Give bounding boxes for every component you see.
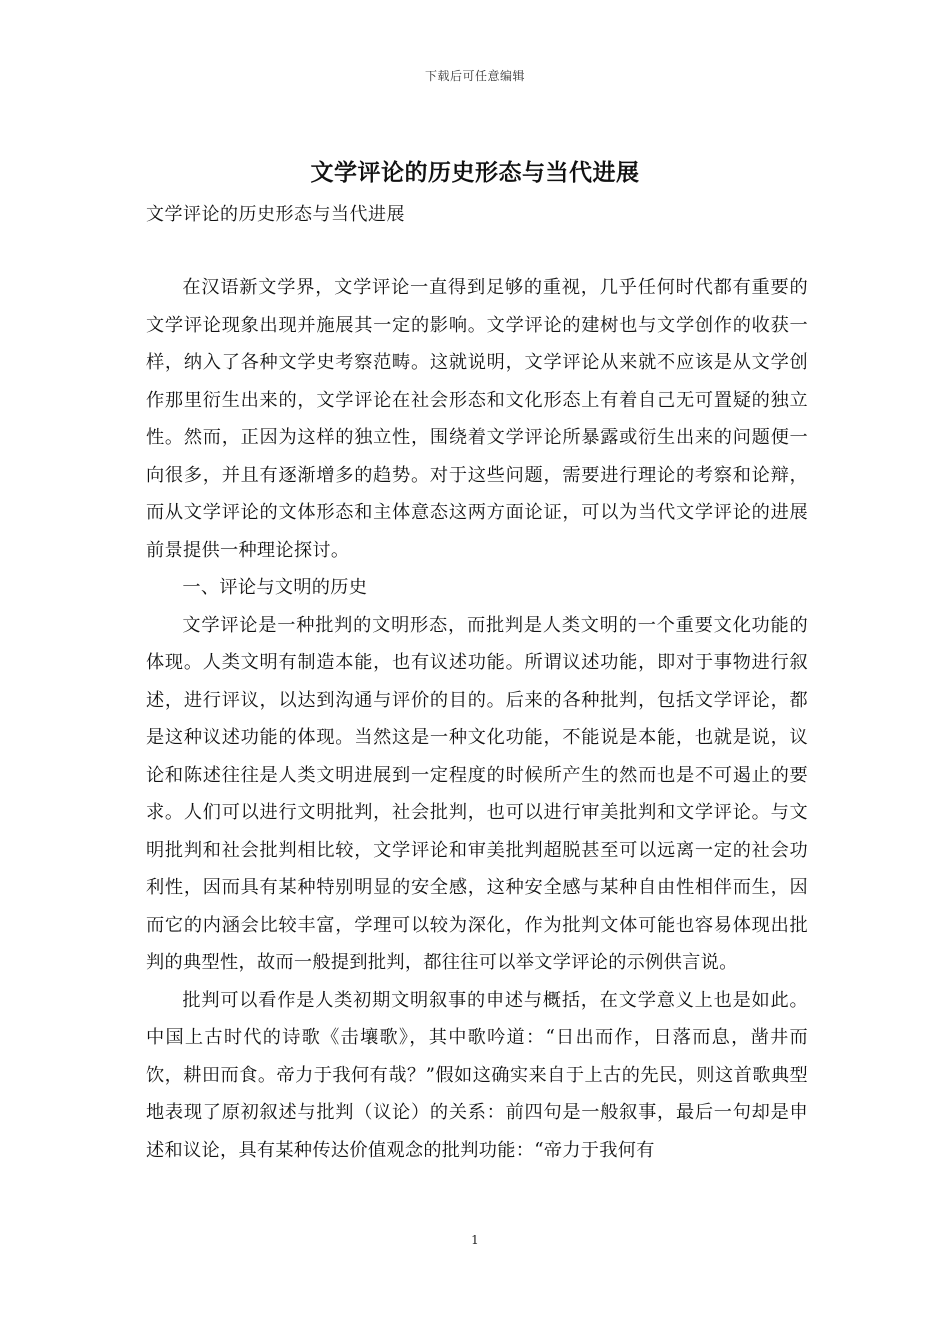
document-title: 文学评论的历史形态与当代进展 bbox=[310, 159, 640, 186]
paragraph-intro: 在汉语新文学界，文学评论一直得到足够的重视，几乎任何时代都有重要的文学评论现象出现并施展其一定的影响。文学评论的建树也与文学创作的收获一样，纳入了各种文学史考察范畴。这就说明，文学评论从来就不应该是从文学创作那里衍生出来的，文学评论在社会形态和文化形态上有着自己无可置疑的独立性。然而，正因为这样的独立性，围绕着文学评论所暴露或衍生出来的问题便一向很多，并且有逐渐增多的趋势。对于这些问题，需要进行理论的考察和论辩，而从文学评论的文体形态和主体意态这两方面论证，可以为当代文学评论的进展前景提供一种理论探讨。 bbox=[146, 277, 808, 561]
page-number: 1 bbox=[471, 1233, 479, 1247]
document-subtitle: 文学评论的历史形态与当代进展 bbox=[146, 204, 405, 225]
header-note: 下载后可任意编辑 bbox=[424, 69, 525, 83]
document-body bbox=[146, 269, 808, 1169]
paragraph-ancient-song: 批判可以看作是人类初期文明叙事的申述与概括，在文学意义上也是如此。中国上古时代的诗歌《击壤歌》，其中歌吟道：“日出而作，日落而息，凿井而饮，耕田而食。帝力于我何有哉？”假如这确实来自于上古的先民，则这首歌典型地表现了原初叙述与批判（议论）的关系：前四句是一般叙事，最后一句却是申述和议论，具有某种传达价值观念的批判功能：“帝力于我何有 bbox=[146, 989, 808, 1161]
paragraph-criticism-civilization: 文学评论是一种批判的文明形态，而批判是人类文明的一个重要文化功能的体现。人类文明有制造本能，也有议述功能。所谓议述功能，即对于事物进行叙述，进行评议，以达到沟通与评价的目的。后来的各种批判，包括文学评论，都是这种议述功能的体现。当然这是一种文化功能，不能说是本能，也就是说，议论和陈述往往是人类文明进展到一定程度的时候所产生的然而也是不可遏止的要求。人们可以进行文明批判，社会批判，也可以进行审美批判和文学评论。与文明批判和社会批判相比较，文学评论和审美批判超脱甚至可以远离一定的社会功利性，因而具有某种特别明显的安全感，这种安全感与某种自由性相伴而生，因而它的内涵会比较丰富，学理可以较为深化，作为批判文体可能也容易体现出批判的典型性，故而一般提到批判，都往往可以举文学评论的示例供言说。 bbox=[146, 614, 808, 973]
section-heading: 一、评论与文明的历史 bbox=[182, 577, 368, 598]
